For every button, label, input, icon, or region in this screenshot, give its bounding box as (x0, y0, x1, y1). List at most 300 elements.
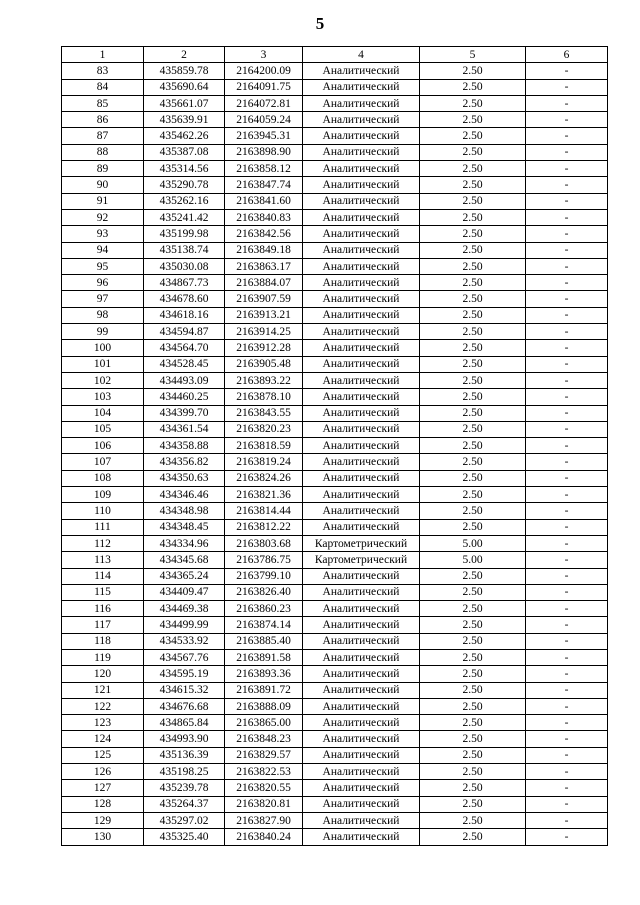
table-cell: 434350.63 (144, 470, 225, 486)
table-row (62, 568, 608, 584)
table-row (62, 552, 608, 568)
table-cell: 435690.64 (144, 79, 225, 95)
table-cell: - (526, 682, 608, 698)
table-row (62, 291, 608, 307)
table-cell: 434356.82 (144, 454, 225, 470)
table-row (62, 324, 608, 340)
page-number: 5 (315, 14, 325, 33)
table-cell: 127 (62, 780, 144, 796)
table-cell: 97 (62, 291, 144, 307)
table-cell: 434365.24 (144, 568, 225, 584)
table-cell: 2.50 (420, 568, 526, 584)
table-cell: 2.50 (420, 226, 526, 242)
table-row (62, 226, 608, 242)
table-cell: 2.50 (420, 812, 526, 828)
table-cell: Аналитический (303, 209, 420, 225)
table-cell: 109 (62, 487, 144, 503)
table-cell: 117 (62, 617, 144, 633)
table-cell: 105 (62, 421, 144, 437)
table-cell: 434409.47 (144, 584, 225, 600)
table-row (62, 666, 608, 682)
table-cell: Аналитический (303, 324, 420, 340)
table-cell: - (526, 307, 608, 323)
table-cell: 2.50 (420, 519, 526, 535)
table-row (62, 601, 608, 617)
table-cell: 2.50 (420, 601, 526, 617)
table-cell: Аналитический (303, 780, 420, 796)
table-cell: 2163860.23 (225, 601, 303, 617)
table-cell: 103 (62, 389, 144, 405)
table-row (62, 356, 608, 372)
table-cell: 2.50 (420, 144, 526, 160)
table-cell: - (526, 503, 608, 519)
table-cell: Аналитический (303, 307, 420, 323)
table-cell: 104 (62, 405, 144, 421)
table-cell: 434460.25 (144, 389, 225, 405)
table-cell: 2163891.58 (225, 649, 303, 665)
table-cell: 434469.38 (144, 601, 225, 617)
column-header: 5 (420, 47, 526, 63)
table-cell: 2163818.59 (225, 438, 303, 454)
table-cell: 2.50 (420, 780, 526, 796)
table-cell: 2.50 (420, 454, 526, 470)
table-cell: 2163848.23 (225, 731, 303, 747)
table-cell: 94 (62, 242, 144, 258)
table-cell: - (526, 340, 608, 356)
table-cell: 2163842.56 (225, 226, 303, 242)
table-cell: 110 (62, 503, 144, 519)
table-cell: 2.50 (420, 95, 526, 111)
table-cell: 2164072.81 (225, 95, 303, 111)
table-cell: 2.50 (420, 682, 526, 698)
table-row (62, 275, 608, 291)
table-cell: 2163914.25 (225, 324, 303, 340)
table-cell: 435297.02 (144, 812, 225, 828)
table-cell: 2.50 (420, 584, 526, 600)
table-cell: - (526, 649, 608, 665)
table-cell: 2163905.48 (225, 356, 303, 372)
table-cell: Картометрический (303, 552, 420, 568)
table-cell: 434499.99 (144, 617, 225, 633)
table-row (62, 487, 608, 503)
table-cell: 2.50 (420, 503, 526, 519)
table-cell: 126 (62, 764, 144, 780)
table-cell: 434348.45 (144, 519, 225, 535)
table-cell: 434618.16 (144, 307, 225, 323)
table-cell: Аналитический (303, 144, 420, 160)
table-cell: 434564.70 (144, 340, 225, 356)
table-cell: - (526, 796, 608, 812)
table-cell: 2163820.23 (225, 421, 303, 437)
table-cell: Аналитический (303, 666, 420, 682)
table-cell: 88 (62, 144, 144, 160)
table-cell: 2163829.57 (225, 747, 303, 763)
table-cell: - (526, 161, 608, 177)
table-row (62, 372, 608, 388)
table-cell: 102 (62, 372, 144, 388)
table-row (62, 242, 608, 258)
table-cell: - (526, 535, 608, 551)
table-cell: Аналитический (303, 161, 420, 177)
table-cell: 2163814.44 (225, 503, 303, 519)
table-cell: - (526, 63, 608, 79)
table-cell: 2.50 (420, 275, 526, 291)
table-row (62, 519, 608, 535)
table-cell: 434346.46 (144, 487, 225, 503)
table-cell: 2163803.68 (225, 535, 303, 551)
table-cell: 2163827.90 (225, 812, 303, 828)
table-cell: 2163878.10 (225, 389, 303, 405)
table-cell: 2.50 (420, 242, 526, 258)
table-cell: 2.50 (420, 421, 526, 437)
table-cell: 2163907.59 (225, 291, 303, 307)
table-row (62, 161, 608, 177)
table-row (62, 682, 608, 698)
table-cell: 98 (62, 307, 144, 323)
table-cell: - (526, 324, 608, 340)
table-cell: 2163826.40 (225, 584, 303, 600)
table-cell: 2163822.53 (225, 764, 303, 780)
table-cell: 2.50 (420, 389, 526, 405)
table-cell: 2164059.24 (225, 112, 303, 128)
table-cell: 2163885.40 (225, 633, 303, 649)
table-cell: 95 (62, 258, 144, 274)
table-cell: 2163840.24 (225, 829, 303, 845)
table-cell: 435639.91 (144, 112, 225, 128)
table-cell: Аналитический (303, 764, 420, 780)
table-cell: 434595.19 (144, 666, 225, 682)
table-row (62, 144, 608, 160)
table-cell: Аналитический (303, 242, 420, 258)
table-row (62, 389, 608, 405)
table-cell: 435859.78 (144, 63, 225, 79)
table-cell: Аналитический (303, 829, 420, 845)
table-cell: 434594.87 (144, 324, 225, 340)
table-cell: 434993.90 (144, 731, 225, 747)
table-row (62, 747, 608, 763)
table-cell: Аналитический (303, 421, 420, 437)
table-cell: 2.50 (420, 79, 526, 95)
table-cell: 122 (62, 698, 144, 714)
table-cell: - (526, 438, 608, 454)
table-cell: 2163893.22 (225, 372, 303, 388)
table-cell: 2163893.36 (225, 666, 303, 682)
table-cell: - (526, 731, 608, 747)
table-cell: - (526, 601, 608, 617)
table-cell: - (526, 226, 608, 242)
table-cell: 2.50 (420, 731, 526, 747)
table-cell: 435241.42 (144, 209, 225, 225)
table-cell: 435030.08 (144, 258, 225, 274)
table-cell: - (526, 470, 608, 486)
table-cell: 2.50 (420, 747, 526, 763)
table-cell: Аналитический (303, 519, 420, 535)
table-row (62, 177, 608, 193)
table-cell: 435198.25 (144, 764, 225, 780)
table-cell: 2163819.24 (225, 454, 303, 470)
table-cell: - (526, 372, 608, 388)
table-cell: 85 (62, 95, 144, 111)
table-cell: 434358.88 (144, 438, 225, 454)
table-cell: 116 (62, 601, 144, 617)
table-row (62, 812, 608, 828)
table-cell: 434334.96 (144, 535, 225, 551)
table-cell: Аналитический (303, 372, 420, 388)
table-cell: - (526, 780, 608, 796)
table-cell: 2164091.75 (225, 79, 303, 95)
table-cell: - (526, 584, 608, 600)
table-cell: 2164200.09 (225, 63, 303, 79)
table-cell: 435462.26 (144, 128, 225, 144)
table-row (62, 698, 608, 714)
table-cell: 2163912.28 (225, 340, 303, 356)
table-row (62, 829, 608, 845)
table-body (62, 63, 608, 845)
table-cell: 2163820.55 (225, 780, 303, 796)
table-cell: Аналитический (303, 258, 420, 274)
table-cell: 2.50 (420, 307, 526, 323)
table-cell: 119 (62, 649, 144, 665)
table-cell: 2.50 (420, 291, 526, 307)
table-cell: - (526, 291, 608, 307)
table-cell: Аналитический (303, 128, 420, 144)
table-cell: 124 (62, 731, 144, 747)
table-cell: Аналитический (303, 747, 420, 763)
table-cell: 2163841.60 (225, 193, 303, 209)
table-cell: 2.50 (420, 649, 526, 665)
table-cell: Аналитический (303, 601, 420, 617)
table-cell: - (526, 633, 608, 649)
table-cell: - (526, 356, 608, 372)
table-cell: 93 (62, 226, 144, 242)
table-cell: 5.00 (420, 535, 526, 551)
table-cell: 2163865.00 (225, 715, 303, 731)
table-cell: 434348.98 (144, 503, 225, 519)
table-cell: 434867.73 (144, 275, 225, 291)
table-cell: 2.50 (420, 698, 526, 714)
column-header: 6 (526, 47, 608, 63)
table-cell: 434361.54 (144, 421, 225, 437)
table-cell: - (526, 112, 608, 128)
table-cell: 435239.78 (144, 780, 225, 796)
table-row (62, 535, 608, 551)
table-row (62, 193, 608, 209)
table-cell: - (526, 552, 608, 568)
table-cell: Аналитический (303, 812, 420, 828)
table-cell: Аналитический (303, 177, 420, 193)
table-cell: 2.50 (420, 829, 526, 845)
table-row (62, 63, 608, 79)
table-cell: Аналитический (303, 63, 420, 79)
table-cell: Аналитический (303, 79, 420, 95)
table-cell: Аналитический (303, 470, 420, 486)
table-cell: Аналитический (303, 796, 420, 812)
table-cell: - (526, 95, 608, 111)
table-cell: - (526, 193, 608, 209)
table-row (62, 796, 608, 812)
table-cell: 2.50 (420, 340, 526, 356)
table-cell: 2.50 (420, 715, 526, 731)
table-cell: - (526, 812, 608, 828)
table-row (62, 780, 608, 796)
table-cell: 2163812.22 (225, 519, 303, 535)
table-cell: - (526, 177, 608, 193)
table-cell: 435661.07 (144, 95, 225, 111)
table-cell: Аналитический (303, 584, 420, 600)
table-cell: 2.50 (420, 487, 526, 503)
table-cell: 435136.39 (144, 747, 225, 763)
table-cell: 2163799.10 (225, 568, 303, 584)
table-cell: 2.50 (420, 764, 526, 780)
column-header: 1 (62, 47, 144, 63)
column-header: 2 (144, 47, 225, 63)
table-cell: 2.50 (420, 112, 526, 128)
table-cell: - (526, 389, 608, 405)
table-cell: 87 (62, 128, 144, 144)
table-cell: - (526, 617, 608, 633)
table-cell: 434676.68 (144, 698, 225, 714)
table-cell: 435138.74 (144, 242, 225, 258)
table-cell: 123 (62, 715, 144, 731)
table-cell: 435314.56 (144, 161, 225, 177)
table-row (62, 209, 608, 225)
table-cell: - (526, 144, 608, 160)
table-cell: 2.50 (420, 372, 526, 388)
table-cell: - (526, 275, 608, 291)
table-cell: 2163884.07 (225, 275, 303, 291)
table-cell: 2163888.09 (225, 698, 303, 714)
table-row (62, 258, 608, 274)
table-cell: 2163898.90 (225, 144, 303, 160)
table-cell: 2163821.36 (225, 487, 303, 503)
table-header-row (62, 47, 608, 63)
table-cell: 111 (62, 519, 144, 535)
table-cell: 435264.37 (144, 796, 225, 812)
table-row (62, 617, 608, 633)
table-cell: Картометрический (303, 535, 420, 551)
table-cell: 86 (62, 112, 144, 128)
table-cell: Аналитический (303, 682, 420, 698)
table-cell: 434493.09 (144, 372, 225, 388)
table-cell: 5.00 (420, 552, 526, 568)
table-row (62, 731, 608, 747)
table-cell: 2.50 (420, 470, 526, 486)
coordinates-table (61, 46, 608, 846)
table-cell: 99 (62, 324, 144, 340)
table-cell: 2.50 (420, 356, 526, 372)
table-row (62, 503, 608, 519)
table-cell: 435325.40 (144, 829, 225, 845)
table-cell: 434865.84 (144, 715, 225, 731)
table-cell: 2163863.17 (225, 258, 303, 274)
table-cell: - (526, 209, 608, 225)
table-cell: 2.50 (420, 666, 526, 682)
table-cell: 2.50 (420, 161, 526, 177)
table-cell: - (526, 79, 608, 95)
table-cell: 434615.32 (144, 682, 225, 698)
table-cell: 114 (62, 568, 144, 584)
table-cell: 2163874.14 (225, 617, 303, 633)
table-cell: - (526, 421, 608, 437)
table-cell: 121 (62, 682, 144, 698)
table-cell: 2.50 (420, 128, 526, 144)
table-row (62, 764, 608, 780)
table-cell: Аналитический (303, 568, 420, 584)
table-row (62, 128, 608, 144)
table-cell: 108 (62, 470, 144, 486)
table-row (62, 340, 608, 356)
table-cell: 2163858.12 (225, 161, 303, 177)
table-cell: 120 (62, 666, 144, 682)
table-cell: 92 (62, 209, 144, 225)
table-cell: 115 (62, 584, 144, 600)
column-header: 3 (225, 47, 303, 63)
table-cell: Аналитический (303, 487, 420, 503)
table-cell: 90 (62, 177, 144, 193)
table-cell: 128 (62, 796, 144, 812)
table-cell: 2.50 (420, 193, 526, 209)
table-cell: 2163847.74 (225, 177, 303, 193)
table-row (62, 405, 608, 421)
table-cell: - (526, 487, 608, 503)
table-cell: Аналитический (303, 275, 420, 291)
table-cell: Аналитический (303, 389, 420, 405)
table-cell: Аналитический (303, 698, 420, 714)
table-cell: 2163843.55 (225, 405, 303, 421)
table-row (62, 454, 608, 470)
table-cell: Аналитический (303, 112, 420, 128)
table-cell: 2.50 (420, 63, 526, 79)
table-cell: 434528.45 (144, 356, 225, 372)
table-row (62, 470, 608, 486)
table-cell: 2.50 (420, 324, 526, 340)
table-cell: - (526, 829, 608, 845)
table-cell: 113 (62, 552, 144, 568)
table-row (62, 112, 608, 128)
table-cell: 106 (62, 438, 144, 454)
table-cell: - (526, 715, 608, 731)
table-cell: - (526, 128, 608, 144)
table-cell: 434345.68 (144, 552, 225, 568)
table-cell: 91 (62, 193, 144, 209)
table-row (62, 633, 608, 649)
table-cell: 2.50 (420, 405, 526, 421)
table-cell: Аналитический (303, 356, 420, 372)
table-cell: 2163913.21 (225, 307, 303, 323)
table-cell: 2.50 (420, 177, 526, 193)
table-cell: Аналитический (303, 438, 420, 454)
table-cell: 84 (62, 79, 144, 95)
table-cell: Аналитический (303, 193, 420, 209)
table-cell: - (526, 519, 608, 535)
table-cell: 2.50 (420, 209, 526, 225)
table-cell: 2.50 (420, 438, 526, 454)
table-cell: Аналитический (303, 503, 420, 519)
table-cell: - (526, 764, 608, 780)
table-cell: Аналитический (303, 291, 420, 307)
table-cell: 2163891.72 (225, 682, 303, 698)
table-cell: 2.50 (420, 258, 526, 274)
table-cell: Аналитический (303, 633, 420, 649)
table-cell: Аналитический (303, 95, 420, 111)
table-cell: 2163840.83 (225, 209, 303, 225)
table-cell: 89 (62, 161, 144, 177)
table-cell: - (526, 568, 608, 584)
table-cell: 435262.16 (144, 193, 225, 209)
table-cell: Аналитический (303, 715, 420, 731)
table-cell: 112 (62, 535, 144, 551)
table-cell: 2163820.81 (225, 796, 303, 812)
